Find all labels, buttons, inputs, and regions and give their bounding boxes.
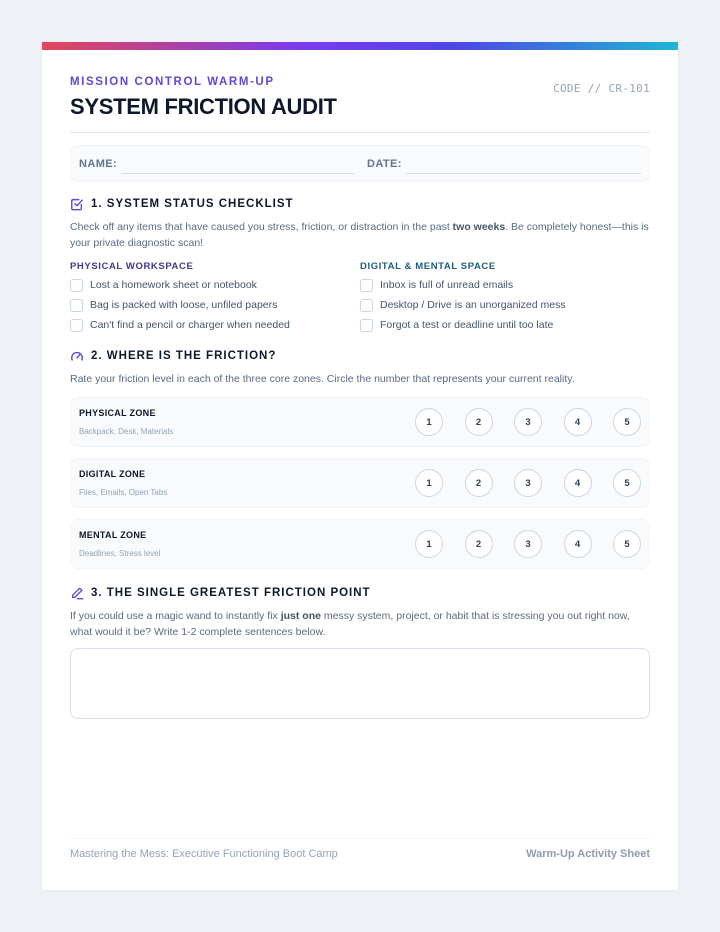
intro-text: Check off any items that have caused you stress, friction, or distraction in the past: [70, 221, 453, 233]
section-2-title: 2. WHERE IS THE FRICTION?: [91, 350, 277, 362]
section-3-heading: [70, 586, 650, 600]
checklist-item[interactable]: [70, 298, 360, 312]
section-3-intro: [70, 608, 650, 640]
zone-list: [70, 397, 650, 569]
intro-emphasis: just one: [280, 610, 321, 622]
checklist-item-label: Bag is packed with loose, unfiled papers: [90, 299, 278, 311]
checklist-item[interactable]: [360, 298, 650, 312]
rating-circle[interactable]: 2: [465, 530, 493, 558]
zone-subtitle: Deadlines, Stress level: [79, 549, 161, 558]
zone-name: PHYSICAL ZONE: [79, 408, 156, 418]
checkbox[interactable]: [360, 279, 373, 292]
footer-course-title: Mastering the Mess: Executive Functioning Boot Camp: [70, 848, 338, 860]
checklist-item-label: Can't find a pencil or charger when needed: [90, 319, 290, 331]
zone-row-physical: [70, 397, 650, 447]
checkbox[interactable]: [360, 319, 373, 332]
checkbox[interactable]: [70, 279, 83, 292]
column-heading: PHYSICAL WORKSPACE: [70, 261, 194, 272]
rating-scale: [394, 408, 642, 436]
intro-text: If you could use a magic wand to instantly fix: [70, 610, 281, 622]
checkbox[interactable]: [360, 299, 373, 312]
rating-circle[interactable]: 4: [564, 530, 592, 558]
rating-circle[interactable]: 2: [465, 469, 493, 497]
rating-circle[interactable]: 1: [415, 408, 443, 436]
rating-circle[interactable]: 5: [613, 408, 641, 436]
section-1-heading: [70, 197, 650, 211]
zone-row-digital: [70, 458, 650, 508]
pencil-icon: [70, 586, 84, 600]
zone-subtitle: Backpack, Desk, Materials: [79, 427, 174, 436]
rating-scale: [394, 530, 642, 558]
intro-text: messy system, project, or habit that is stressing you out right now, what would it be? Write 1-2 complete sentences below.: [70, 610, 630, 638]
date-field[interactable]: [406, 173, 641, 174]
section-1-title: 1. SYSTEM STATUS CHECKLIST: [91, 198, 294, 210]
checklist-item-label: Inbox is full of unread emails: [380, 279, 514, 291]
zone-name: MENTAL ZONE: [79, 530, 147, 540]
checklist-item[interactable]: [360, 318, 650, 332]
checkbox-checked-icon: [70, 197, 84, 211]
checkbox[interactable]: [70, 299, 83, 312]
name-date-box: [70, 145, 650, 182]
divider: [70, 132, 650, 133]
column-heading: DIGITAL & MENTAL SPACE: [360, 261, 496, 272]
section-3-title: 3. THE SINGLE GREATEST FRICTION POINT: [91, 587, 371, 599]
sheet-code: CODE // CR-101: [553, 82, 650, 95]
rating-scale: [394, 469, 642, 497]
gradient-header-bar: [42, 42, 678, 50]
rating-circle[interactable]: 4: [564, 408, 592, 436]
checklist-item[interactable]: [360, 278, 650, 292]
section-2-heading: [70, 349, 650, 363]
rating-circle[interactable]: 3: [514, 530, 542, 558]
checklist-item-label: Forgot a test or deadline until too late: [380, 319, 554, 331]
intro-text: . Be completely honest—this is your private diagnostic scan!: [70, 221, 649, 249]
name-label: NAME:: [79, 158, 118, 170]
section-1-intro: [70, 219, 650, 251]
rating-circle[interactable]: 3: [514, 408, 542, 436]
checklist-item[interactable]: [70, 278, 360, 292]
answer-textarea[interactable]: [70, 648, 650, 719]
rating-circle[interactable]: 2: [465, 408, 493, 436]
checklist-digital: [360, 261, 650, 332]
rating-circle[interactable]: 1: [415, 469, 443, 497]
rating-circle[interactable]: 4: [564, 469, 592, 497]
checklist-item[interactable]: [70, 318, 360, 332]
gauge-icon: [70, 349, 84, 363]
name-field[interactable]: [121, 173, 354, 174]
rating-circle[interactable]: 5: [613, 469, 641, 497]
worksheet: [42, 42, 678, 890]
date-label: DATE:: [367, 158, 402, 170]
checklist-columns: [70, 261, 650, 332]
zone-subtitle: Files, Emails, Open Tabs: [79, 488, 168, 497]
intro-emphasis: two weeks: [452, 221, 506, 233]
footer: [70, 838, 650, 860]
page-title: SYSTEM FRICTION AUDIT: [70, 94, 337, 119]
footer-sheet-label: Warm-Up Activity Sheet: [526, 848, 650, 860]
rating-circle[interactable]: 5: [613, 530, 641, 558]
rating-circle[interactable]: 3: [514, 469, 542, 497]
zone-name: DIGITAL ZONE: [79, 469, 146, 479]
zone-row-mental: [70, 519, 650, 569]
kicker-label: MISSION CONTROL WARM-UP: [70, 76, 275, 88]
checklist-item-label: Lost a homework sheet or notebook: [90, 279, 257, 291]
checkbox[interactable]: [70, 319, 83, 332]
section-2-intro: Rate your friction level in each of the three core zones. Circle the number that represents your current reality.: [70, 373, 575, 385]
checklist-item-label: Desktop / Drive is an unorganized mess: [380, 299, 566, 311]
rating-circle[interactable]: 1: [415, 530, 443, 558]
checklist-physical: [70, 261, 360, 332]
